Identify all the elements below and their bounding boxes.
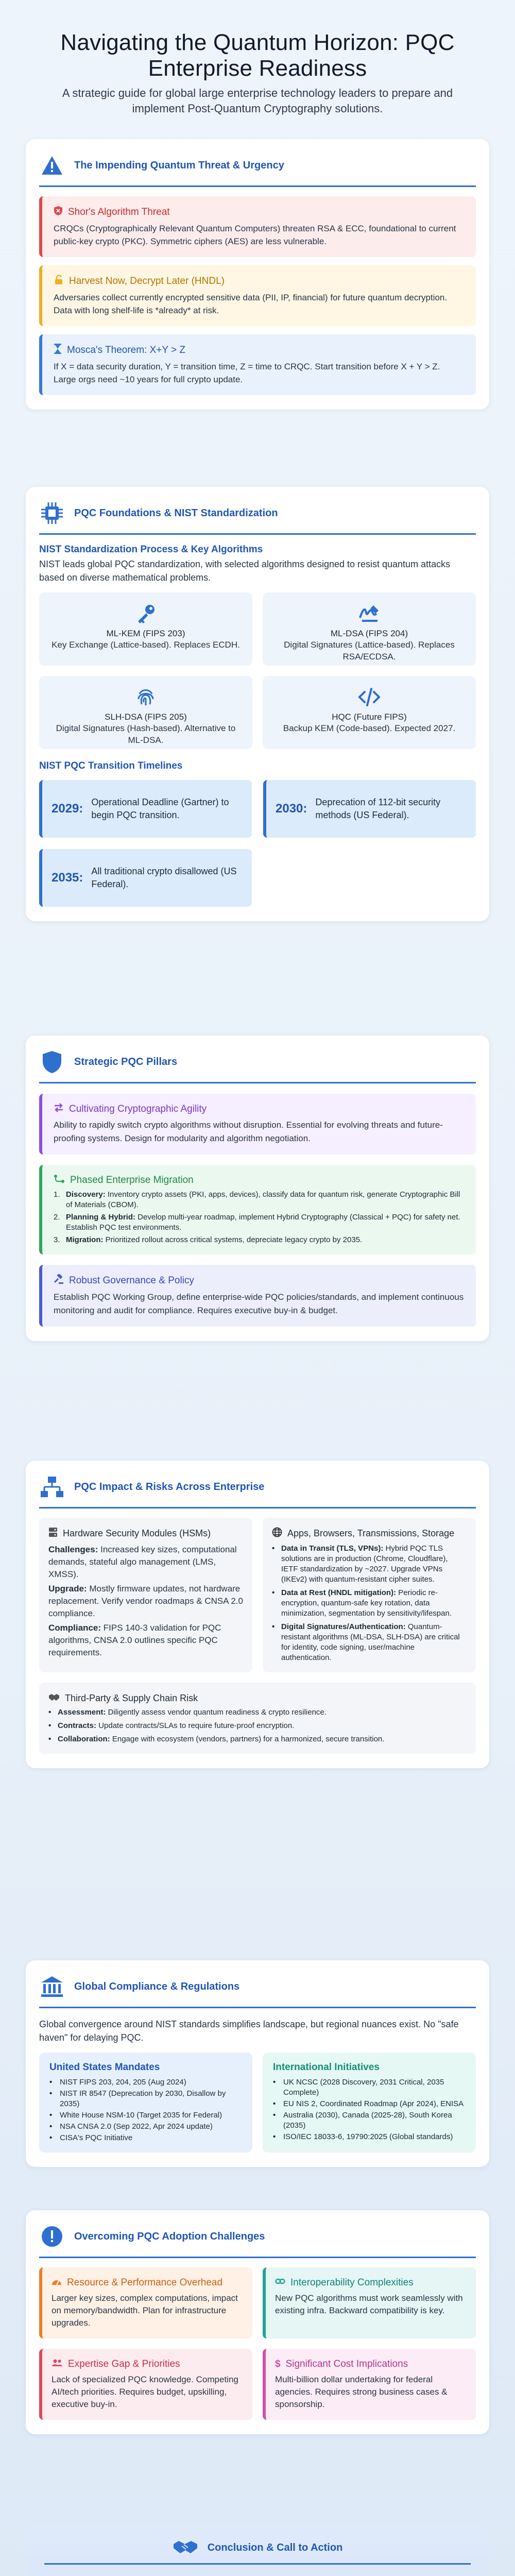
section-title: The Impending Quantum Threat & Urgency: [74, 159, 284, 171]
timeline-text: Deprecation of 112-bit security methods (US Federal).: [315, 797, 441, 820]
threat-title: Harvest Now, Decrypt Later (HNDL): [69, 276, 225, 286]
timeline-year: 2035:: [52, 871, 83, 885]
section-compliance: [26, 1960, 489, 2167]
list-item: • NSA CNSA 2.0 (Sep 2022, Apr 2024 update): [49, 2122, 213, 2131]
impact-card-supply-chain: [39, 1683, 476, 1754]
challenge-title: Significant Cost Implications: [285, 2359, 408, 2369]
warning-icon: [39, 152, 65, 178]
list-item: • ISO/IEC 18033-6, 19790:2025 (Global standards): [273, 2132, 453, 2141]
algorithm-card: [263, 676, 476, 749]
compliance-title: International Initiatives: [273, 2062, 380, 2073]
challenge-card: [39, 2267, 252, 2338]
route-icon: [54, 1174, 65, 1187]
algorithm-card: [263, 592, 476, 666]
landmark-icon: [39, 1974, 65, 1999]
gavel-icon: [54, 1274, 64, 1287]
threat-box-hndl: [39, 265, 476, 326]
timeline-year: 2029:: [52, 802, 83, 816]
challenge-card: [263, 2267, 476, 2338]
section-quantum-threat: [26, 139, 489, 410]
compliance-list: [49, 2077, 242, 2143]
foundations-intro: NIST leads global PQC standardization, with selected algorithms designed to resist quantum attacks based on diverse mathematical problems.: [39, 559, 451, 583]
shield-icon: [39, 1049, 65, 1075]
impact-paragraph: Challenges: Increased key sizes, computational demands, stateful algo management (LMS, XMSS).: [48, 1545, 237, 1579]
page-title: Navigating the Quantum Horizon: PQC Enterprise Readiness: [60, 30, 455, 81]
challenge-title: Expertise Gap & Priorities: [68, 2359, 180, 2369]
algorithm-grid: [39, 592, 476, 749]
network-icon: [39, 1474, 65, 1500]
compliance-title: United States Mandates: [49, 2062, 160, 2073]
list-item: 2. Planning & Hybrid: Develop multi-year roadmap, implement Hybrid Cryptography (Classical + PQC) for safety net. Establish PQC test environments.: [54, 1213, 460, 1232]
section-challenges: [26, 2210, 489, 2434]
migration-steps: [54, 1190, 465, 1245]
section-title: Conclusion & Call to Action: [207, 2542, 343, 2553]
section-title: Strategic PQC Pillars: [74, 1056, 178, 1067]
challenge-card: [263, 2349, 476, 2420]
pillar-governance: [39, 1265, 476, 1327]
algorithm-card: [39, 592, 252, 666]
section-header: [39, 2224, 476, 2258]
chip-icon: [39, 500, 65, 526]
list-item: • White House NSM-10 (Target 2035 for Federal): [49, 2111, 222, 2120]
section-title: Overcoming PQC Adoption Challenges: [74, 2230, 265, 2242]
pillar-agility: [39, 1094, 476, 1155]
threat-title: Shor's Algorithm Threat: [68, 207, 170, 217]
page-subtitle: A strategic guide for global large enterprise technology leaders to prepare and implement Post-Quantum Cryptography solutions.: [62, 87, 453, 115]
subsection-title: NIST Standardization Process & Key Algorithms: [39, 544, 263, 555]
algorithm-card: [39, 676, 252, 749]
section-pqc-foundations: [26, 487, 489, 921]
challenges-grid: [39, 2267, 476, 2420]
list-item: 3. Migration: Prioritized rollout across critical systems, depreciate legacy crypto by 2035.: [54, 1235, 363, 1244]
server-icon: [48, 1527, 58, 1540]
globe-icon: [272, 1527, 282, 1540]
pillar-migration: [39, 1165, 476, 1255]
compliance-grid: [39, 2053, 476, 2153]
section-header: [44, 2539, 471, 2565]
pillar-title: Cultivating Cryptographic Agility: [69, 1104, 207, 1114]
key-icon: [47, 602, 244, 625]
list-item: • UK NCSC (2028 Discovery, 2031 Critical, 2035 Complete): [273, 2078, 444, 2097]
link-icon: [275, 2277, 285, 2289]
section-title: PQC Impact & Risks Across Enterprise: [74, 1481, 265, 1493]
fingerprint-icon: [47, 685, 244, 709]
algorithm-name: ML-DSA (FIPS 204): [330, 629, 408, 638]
timeline-year: 2030:: [276, 802, 307, 816]
threat-body: If X = data security duration, Y = transition time, Z = time to CRQC. Start transition before X + Y > Z. Large orgs need ~10 years for full crypto update.: [54, 362, 440, 384]
subsection-title: NIST PQC Transition Timelines: [39, 760, 183, 771]
timeline-text: Operational Deadline (Gartner) to begin PQC transition.: [91, 797, 229, 820]
dollar-icon: $: [275, 2359, 281, 2369]
code-icon: [271, 685, 468, 709]
timeline-item: [39, 849, 252, 907]
pillar-title: Robust Governance & Policy: [69, 1275, 194, 1286]
algorithm-name: HQC (Future FIPS): [332, 712, 407, 722]
impact-list: [272, 1544, 467, 1663]
impact-paragraph: Compliance: FIPS 140-3 validation for PQC algorithms, CNSA 2.0 outlines specific PQC requirements.: [48, 1623, 221, 1657]
handshake-icon: [48, 1692, 60, 1704]
list-item: • NIST FIPS 203, 204, 205 (Aug 2024): [49, 2078, 186, 2087]
algorithm-desc: Backup KEM (Code-based). Expected 2027.: [283, 723, 456, 733]
unlock-icon: [54, 275, 64, 288]
impact-list: [48, 1707, 467, 1744]
challenge-body: Larger key sizes, complex computations, impact on memory/bandwidth. Plan for infrastructure upgrades.: [52, 2293, 238, 2328]
algorithm-desc: Digital Signatures (Lattice-based). Replaces RSA/ECDSA.: [284, 640, 455, 662]
impact-title: Third-Party & Supply Chain Risk: [65, 1693, 198, 1703]
impact-grid: [39, 1518, 476, 1672]
challenge-body: New PQC algorithms must work seamlessly with existing infra. Backward compatibility is key.: [275, 2293, 463, 2315]
pillar-title: Phased Enterprise Migration: [70, 1175, 194, 1185]
compliance-card-international: [263, 2053, 476, 2153]
section-impact-risks: [26, 1461, 489, 1768]
section-header: [39, 500, 476, 535]
list-item: • Digital Signatures/Authentication: Quantum-resistant algorithms (ML-DSA, SLH-DSA) are critical for identity, code signing, user/machine authentication.: [272, 1622, 460, 1662]
section-title: Global Compliance & Regulations: [74, 1980, 240, 1992]
impact-title: Apps, Browsers, Transmissions, Storage: [287, 1528, 455, 1538]
alert-circle-icon: [39, 2224, 65, 2249]
impact-card-hsm: [39, 1518, 252, 1672]
signature-icon: [271, 602, 468, 625]
impact-card-apps: [263, 1518, 476, 1672]
swap-arrows-icon: [54, 1103, 64, 1115]
list-item: • Data in Transit (TLS, VPNs): Hybrid PQC TLS solutions are in production (Chrome, Cloudflare), IETF standardization by ~2027. Upgrade VPNs (IKEv2) with quantum-resistant cipher suites.: [272, 1544, 448, 1584]
threat-body: CRQCs (Cryptographically Relevant Quantum Computers) threaten RSA & ECC, foundational to current public-key crypto (PKC). Symmetric ciphers (AES) are less vulnerable.: [54, 224, 456, 246]
algorithm-name: ML-KEM (FIPS 203): [106, 629, 185, 638]
impact-title: Hardware Security Modules (HSMs): [63, 1528, 211, 1538]
challenge-body: Lack of specialized PQC knowledge. Competing AI/tech priorities. Requires budget, upskilling, executive buy-in.: [52, 2375, 238, 2409]
threat-title: Mosca's Theorem: X+Y > Z: [67, 345, 185, 355]
compliance-intro: Global convergence around NIST standards simplifies landscape, but regional nuances exist. No "safe haven" for delaying PQC.: [39, 2019, 459, 2043]
compliance-list: [273, 2077, 466, 2142]
timeline-item: [39, 780, 252, 838]
section-header: [39, 152, 476, 187]
challenge-title: Interoperability Complexities: [290, 2277, 414, 2288]
threat-body: Adversaries collect currently encrypted sensitive data (PII, IP, financial) for future quantum decryption. Data with long shelf-life is *already* at risk.: [54, 293, 448, 315]
section-conclusion: [26, 2524, 489, 2576]
section-header: [39, 1974, 476, 2008]
list-item: • Australia (2030), Canada (2025-28), South Korea (2035): [273, 2111, 452, 2130]
algorithm-name: SLH-DSA (FIPS 205): [105, 712, 187, 722]
impact-paragraph: Upgrade: Mostly firmware updates, not hardware replacement. Verify vendor roadmaps & CNSA 2.0 compliance.: [48, 1584, 243, 1618]
compliance-card-us: [39, 2053, 252, 2153]
timeline-text: All traditional crypto disallowed (US Federal).: [91, 866, 237, 889]
algorithm-desc: Key Exchange (Lattice-based). Replaces ECDH.: [52, 640, 240, 650]
algorithm-desc: Digital Signatures (Hash-based). Alternative to ML-DSA.: [56, 723, 236, 745]
list-item: • NIST IR 8547 (Deprecation by 2030, Disallow by 2035): [49, 2089, 226, 2108]
shield-x-icon: [54, 206, 63, 219]
challenge-title: Resource & Performance Overhead: [67, 2277, 223, 2288]
list-item: • Assessment: Diligently assess vendor quantum readiness & crypto resilience.: [48, 1708, 327, 1717]
pillar-body: Ability to rapidly switch crypto algorithms without disruption. Essential for evolving threats and future-proofing systems. Design for modularity and algorithm negotiation.: [54, 1120, 443, 1143]
section-title: PQC Foundations & NIST Standardization: [74, 507, 278, 519]
timeline-grid: [39, 780, 476, 907]
dashboard-icon: [52, 2277, 62, 2289]
threat-box-mosca: [39, 334, 476, 395]
section-header: [39, 1474, 476, 1509]
section-header: [39, 1049, 476, 1083]
list-item: • CISA's PQC Initiative: [49, 2133, 133, 2142]
users-icon: [52, 2358, 63, 2370]
handshake-icon: [173, 2539, 198, 2557]
list-item: • EU NIS 2, Coordinated Roadmap (Apr 2024), ENISA: [273, 2099, 464, 2108]
pillar-body: Establish PQC Working Group, define enterprise-wide PQC policies/standards, and implement continuous monitoring and audit for compliance. Requires executive buy-in & budget.: [54, 1292, 464, 1315]
timeline-item: [263, 780, 476, 838]
hourglass-icon: [54, 344, 62, 357]
challenge-card: [39, 2349, 252, 2420]
list-item: • Data at Rest (HNDL mitigation): Periodic re-encryption, quantum-safe key rotation, data minimization, segmentation by sensitivity/lifespan.: [272, 1588, 452, 1618]
list-item: 1. Discovery: Inventory crypto assets (PKI, apps, devices), classify data for quantum risk, generate Cryptographic Bill of Materials (CBOM).: [54, 1190, 460, 1209]
list-item: • Contracts: Update contracts/SLAs to require future-proof encryption.: [48, 1721, 295, 1730]
section-strategic-pillars: [26, 1036, 489, 1341]
list-item: • Collaboration: Engage with ecosystem (vendors, partners) for a harmonized, secure transition.: [48, 1735, 385, 1743]
challenge-body: Multi-billion dollar undertaking for federal agencies. Requires strong business cases & sponsorship.: [275, 2375, 448, 2409]
threat-box-shor: [39, 196, 476, 257]
